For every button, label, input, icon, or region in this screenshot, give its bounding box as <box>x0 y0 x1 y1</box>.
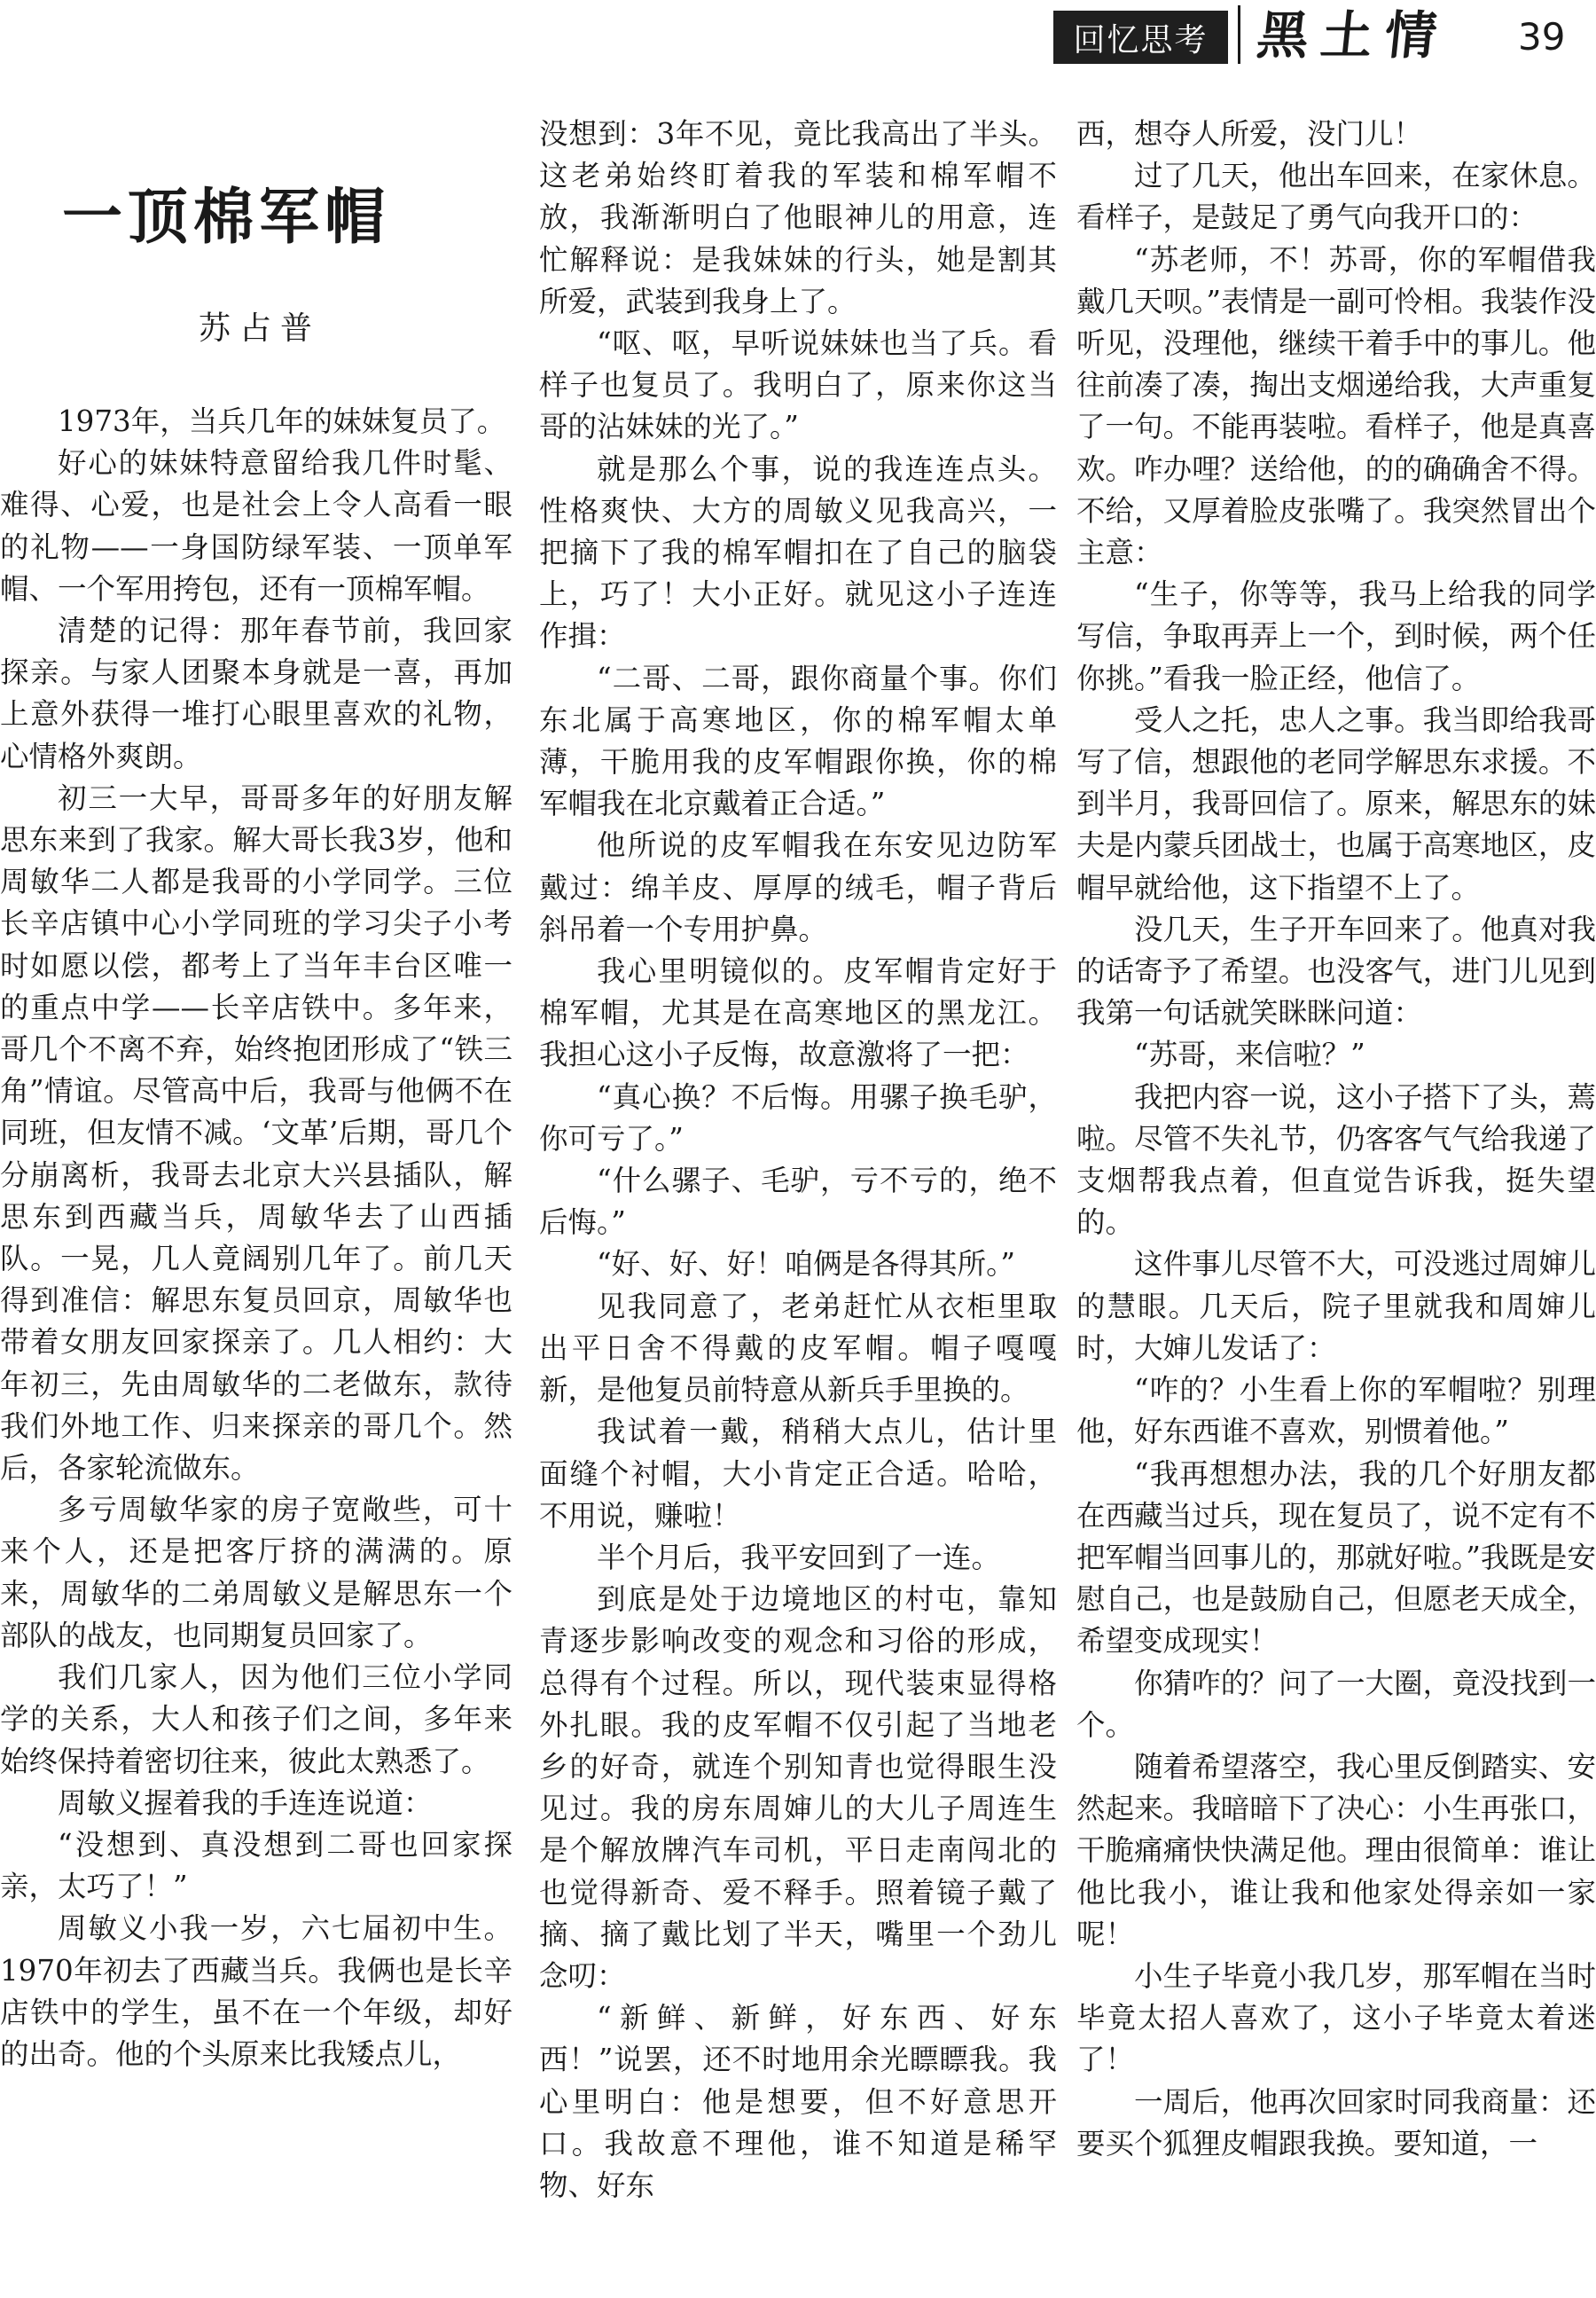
paragraph: “新鲜、新鲜，好东西、好东西！”说罢，还不时地用余光瞟瞟我。我心里明白：他是想要，但不好意思开口。我故意不理他，谁不知道是稀罕物、好东 <box>539 2001 1057 2202</box>
paragraph-continued: 西，想夺人所爱，没门儿！ <box>1076 117 1423 151</box>
paragraph: 1973年，当兵几年的妹妹复员了。 <box>58 404 506 438</box>
paragraph: “苏老师，不！苏哥，你的军帽借我戴几天呗。”表情是一副可怜相。我装作没听见，没理他，继续干着手中的事儿。他往前凑了凑，掏出支烟递给我，大声重复了一句。不能再装啦。看样子，他是真喜欢。咋办哩？送给他，的的确确舍不得。不给，又厚着脸皮张嘴了。我突然冒出个主意： <box>1076 242 1596 570</box>
paragraph: “我再想想办法，我的几个好朋友都在西藏当过兵，现在复员了，说不定有不把军帽当回事儿的，那就好啦。”我既是安慰自己，也是鼓励自己，但愿老天成全，希望变成现实！ <box>1076 1456 1596 1659</box>
masthead-logo: 黑土情 <box>1254 5 1452 66</box>
paragraph: 半个月后，我平安回到了一连。 <box>597 1540 1001 1574</box>
paragraph: 随着希望落空，我心里反倒踏实、安然起来。我暗暗下了决心：小生再张口，干脆痛痛快快满足他。理由很简单：谁让他比我小，谁让我和他家处得亲如一家呢！ <box>1076 1749 1596 1951</box>
paragraph: 好心的妹妹特意留给我几件时髦、难得、心爱，也是社会上令人高看一眼的礼物——一身国防绿军装、一顶单军帽、一个军用挎包，还有一顶棉军帽。 <box>0 446 512 606</box>
article-author: 苏占普 <box>199 310 322 347</box>
paragraph: 周敏义握着我的手连连说道： <box>58 1785 433 1820</box>
paragraph: 这件事儿尽管不大，可没逃过周婶儿的慧眼。几天后，院子里就我和周婶儿时，大婶儿发话了： <box>1076 1247 1596 1365</box>
paragraph: 见我同意了，老弟赶忙从衣柜里取出平日舍不得戴的皮军帽。帽子嘎嘎新，是他复员前特意从新兵手里换的。 <box>539 1289 1057 1408</box>
article-title-block <box>0 177 514 347</box>
paragraph: 我们几家人，因为他们三位小学同学的关系，大人和孩子们之间，多年来始终保持着密切往来，彼此太熟悉了。 <box>0 1660 512 1778</box>
paragraph: 我试着一戴，稍稍大点儿，估计里面缝个衬帽，大小肯定正合适。哈哈，不用说，赚啦！ <box>539 1415 1057 1533</box>
paragraph: “二哥、二哥，跟你商量个事。你们东北属于高寒地区，你的棉军帽太单薄，干脆用我的皮军帽跟你换，你的棉军帽我在北京戴着正合适。” <box>539 661 1057 821</box>
paragraph: 他所说的皮军帽我在东安见边防军戴过：绵羊皮、厚厚的绒毛，帽子背后斜吊着一个专用护鼻。 <box>539 828 1057 946</box>
paragraph: 一周后，他再次回家时同我商量：还要买个狐狸皮帽跟我换。要知道，一 <box>1076 2084 1596 2161</box>
paragraph: “真心换？不后悔。用骡子换毛驴，你可亏了。” <box>539 1079 1057 1156</box>
paragraph: “好、好、好！咱俩是各得其所。” <box>597 1247 1015 1282</box>
paragraph: 周敏义小我一岁，六七届初中生。1970年初去了西藏当兵。我俩也是长辛店铁中的学生，虽不在一个年级，却好的出奇。他的个头原来比我矮点儿， <box>0 1911 512 2071</box>
paragraph: 到底是处于边境地区的村屯，靠知青逐步影响改变的观念和习俗的形成，总得有个过程。所以，现代装束显得格外扎眼。我的皮军帽不仅引起了当地老乡的好奇，就连个别知青也觉得眼生没见过。我的房东周婶儿的大儿子周连生是个解放牌汽车司机，平日走南闯北的也觉得新奇、爱不释手。照着镜子戴了摘、摘了戴比划了半天，嘴里一个劲儿念叨： <box>539 1582 1057 1993</box>
paragraph: 受人之托，忠人之事。我当即给我哥写了信，想跟他的老同学解思东求援。不到半月，我哥回信了。原来，解思东的妹夫是内蒙兵团战士，也属于高寒地区，皮帽早就给他，这下指望不上了。 <box>1076 702 1596 905</box>
paragraph: “呕、呕，早听说妹妹也当了兵。看样子也复员了。我明白了，原来你这当哥的沾妹妹的光了。” <box>539 326 1057 444</box>
paragraph: 清楚的记得：那年春节前，我回家探亲。与家人团聚本身就是一喜，再加上意外获得一堆打心眼里喜欢的礼物，心情格外爽朗。 <box>0 614 512 773</box>
paragraph: “咋的？小生看上你的军帽啦？别理他，好东西谁不喜欢，别惯着他。” <box>1076 1373 1596 1449</box>
paragraph: 初三一大早，哥哥多年的好朋友解思东来到了我家。解大哥长我3岁，他和周敏华二人都是我哥的小学同学。三位长辛店镇中心小学同班的学习尖子小考时如愿以偿，都考上了当年丰台区唯一的重点中学——长辛店铁中。多年来，哥几个不离不弃，始终抱团形成了“铁三角”情谊。尽管高中后，我哥与他俩不在同班，但友情不减。‘文革’后期，哥几个分崩离析，我哥去北京大兴县插队，解思东到西藏当兵，周敏华去了山西插队。一晃，几人竟阔别几年了。前几天得到准信：解思东复员回京，周敏华也带着女朋友回家探亲了。几人相约：大年初三，先由周敏华的二老做东，款待我们外地工作、归来探亲的哥几个。然后，各家轮流做东。 <box>0 780 512 1486</box>
paragraph: 过了几天，他出车回来，在家休息。看样子，是鼓足了勇气向我开口的： <box>1076 159 1596 235</box>
article-title: 一顶棉军帽 <box>62 182 391 253</box>
paragraph: 你猜咋的？问了一大圈，竟没找到一个。 <box>1076 1666 1596 1742</box>
paragraph: “苏哥，来信啦？” <box>1134 1038 1365 1072</box>
paragraph-continued: 没想到：3年不见，竟比我高出了半头。这老弟始终盯着我的军装和棉军帽不放，我渐渐明白了他眼神儿的用意，连忙解释说：是我妹妹的行头，她是割其所爱，武装到我身上了。 <box>539 117 1057 318</box>
section-tag: 回忆思考 <box>1053 11 1228 64</box>
paragraph: “什么骡子、毛驴，亏不亏的，绝不后悔。” <box>539 1164 1057 1240</box>
paragraph: 我把内容一说，这小子搭下了头，蔫啦。尽管不失礼节，仍客客气气给我递了支烟帮我点着，但直觉告诉我，挺失望的。 <box>1076 1079 1596 1240</box>
paragraph: 小生子毕竟小我几岁，那军帽在当时毕竟太招人喜欢了，这小子毕竟太着迷了！ <box>1076 1958 1596 2077</box>
text-column-3 <box>1076 114 1596 2165</box>
paragraph: 没几天，生子开车回来了。他真对我的话寄予了希望。也没客气，进门儿见到我第一句话就笑眯眯问道： <box>1076 912 1596 1031</box>
text-column-1 <box>0 401 512 2075</box>
paragraph: 多亏周敏华家的房子宽敞些，可十来个人，还是把客厅挤的满满的。原来，周敏华的二弟周敏义是解思东一个部队的战友，也同期复员回家了。 <box>0 1493 512 1652</box>
paragraph: 我心里明镜似的。皮军帽肯定好于棉军帽，尤其是在高寒地区的黑龙江。我担心这小子反悔，故意激将了一把： <box>539 954 1057 1072</box>
header-divider <box>1238 5 1240 64</box>
paragraph: 就是那么个事，说的我连连点头。性格爽快、大方的周敏义见我高兴，一把摘下了我的棉军帽扣在了自己的脑袋上，巧了！大小正好。就见这小子连连作揖： <box>539 451 1057 654</box>
page-number: 39 <box>1518 15 1566 59</box>
page-header <box>0 0 1596 75</box>
paragraph: “没想到、真没想到二哥也回家探亲，太巧了！” <box>0 1827 512 1904</box>
text-column-2 <box>539 114 1057 2207</box>
paragraph: “生子，你等等，我马上给我的同学写信，争取再弄上一个，到时候，两个任你挑。”看我一脸正经，他信了。 <box>1076 577 1596 695</box>
